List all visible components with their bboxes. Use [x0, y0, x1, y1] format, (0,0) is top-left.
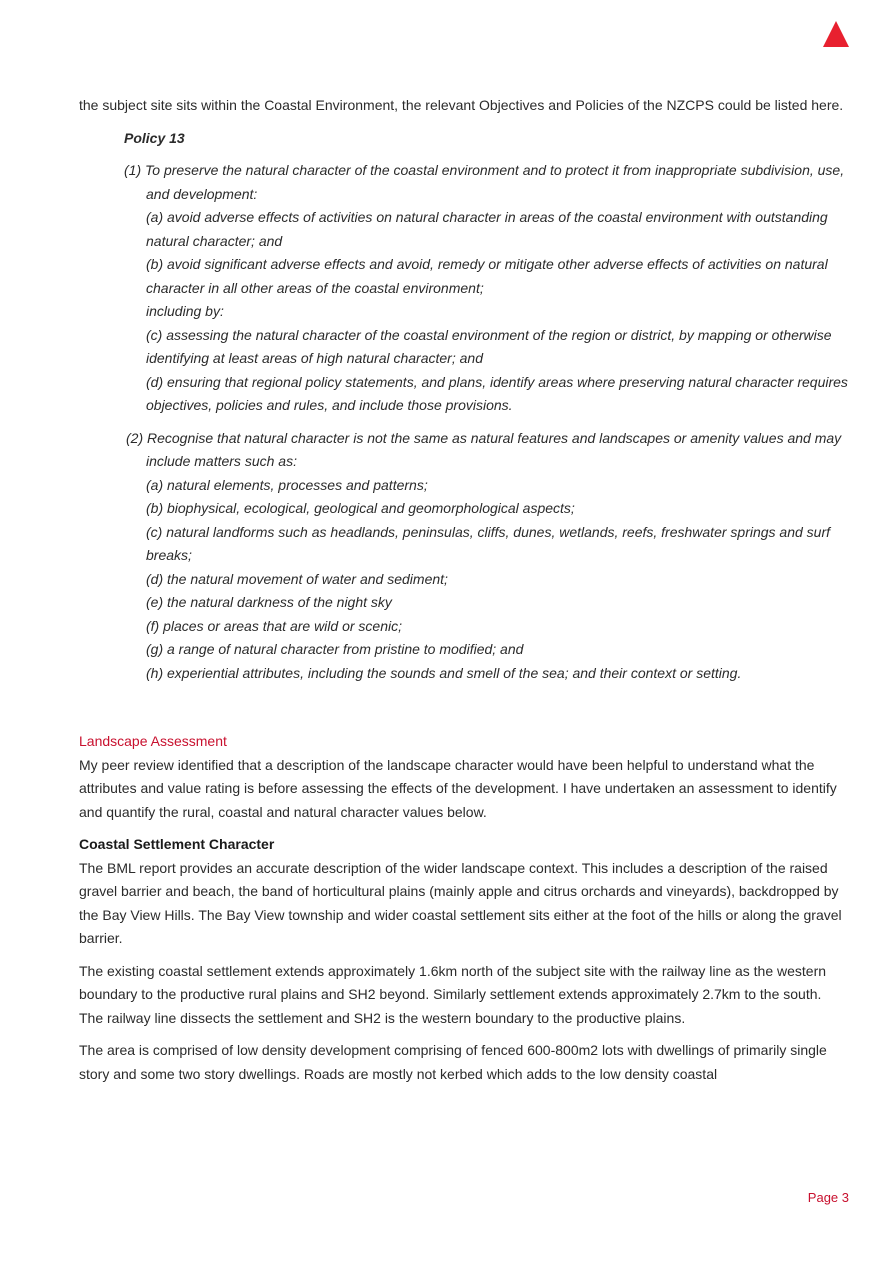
document-body	[79, 94, 849, 1095]
clause-2-item-a: (a) natural elements, processes and patterns;	[146, 476, 428, 493]
clause-1-item-c: (c) assessing the natural character of the coastal environment of the region or district, by mapping or otherwise identifying at least areas of high natural character; and	[146, 326, 832, 366]
clause-2-item-h: (h) experiential attributes, including the sounds and smell of the sea; and their context or setting.	[146, 664, 742, 681]
policy-title: Policy 13	[124, 129, 185, 146]
coastal-paragraph-1: The BML report provides an accurate description of the wider landscape context. This includes a description of the raised gravel barrier and beach, the band of horticultural plains (mainly apple and citrus orchards and vineyards), backdropped by the Bay View Hills. The Bay View township and wider coastal settlement sits either at the foot of the hills or along the gravel barrier.	[79, 859, 842, 946]
intro-paragraph: the subject site sits within the Coastal Environment, the relevant Objectives and Policies of the NZCPS could be listed here.	[79, 97, 844, 113]
clause-2-head: (2) Recognise that natural character is not the same as natural features and landscapes or amenity values and may include matters such as:	[126, 429, 842, 469]
clause-2-item-c: (c) natural landforms such as headlands, peninsulas, cliffs, dunes, wetlands, reefs, freshwater springs and surf breaks;	[146, 523, 831, 563]
policy-clause-2	[124, 427, 849, 686]
clause-2-item-d: (d) the natural movement of water and sediment;	[146, 570, 448, 587]
page-number: Page 3	[807, 1190, 849, 1205]
clause-1-item-a: (a) avoid adverse effects of activities on natural character in areas of the coastal environment with outstanding natural character; and	[146, 209, 828, 249]
landscape-assessment-heading: Landscape Assessment	[79, 733, 227, 749]
policy-quote	[79, 127, 849, 686]
policy-clause-1	[124, 159, 849, 418]
coastal-settlement-heading: Coastal Settlement Character	[79, 836, 275, 852]
red-triangle-icon	[823, 21, 849, 47]
coastal-paragraph-3: The area is comprised of low density development comprising of fenced 600-800m2 lots with dwellings of primarily single story and some two story dwellings. Roads are mostly not kerbed which adds to the low density coastal	[79, 1042, 827, 1082]
clause-1-item-d: (d) ensuring that regional policy statements, and plans, identify areas where preserving natural character requires objectives, policies and rules, and include those provisions.	[146, 373, 848, 413]
clause-2-item-b: (b) biophysical, ecological, geological and geomorphological aspects;	[146, 500, 575, 516]
clause-1-head: (1) To preserve the natural character of the coastal environment and to protect it from inappropriate subdivision, use, and development:	[124, 162, 845, 202]
clause-2-item-e: (e) the natural darkness of the night sky	[146, 594, 392, 610]
clause-1-including: including by:	[146, 303, 224, 319]
clause-1-item-b: (b) avoid significant adverse effects and avoid, remedy or mitigate other adverse effects of activities on natural character in all other areas of the coastal environment;	[146, 256, 828, 296]
clause-2-item-f: (f) places or areas that are wild or scenic;	[146, 617, 402, 634]
landscape-assessment-paragraph: My peer review identified that a description of the landscape character would have been helpful to understand what the attributes and value rating is before assessing the effects of the development. I have undertaken an assessment to identify and quantify the rural, coastal and natural character values below.	[79, 756, 837, 820]
coastal-paragraph-2: The existing coastal settlement extends approximately 1.6km north of the subject site with the railway line as the western boundary to the productive rural plains and SH2 beyond. Similarly settlement extends approximately 2.7km to the south. The railway line dissects the settlement and SH2 is the western boundary to the productive plains.	[79, 962, 827, 1026]
clause-2-item-g: (g) a range of natural character from pristine to modified; and	[146, 641, 524, 657]
